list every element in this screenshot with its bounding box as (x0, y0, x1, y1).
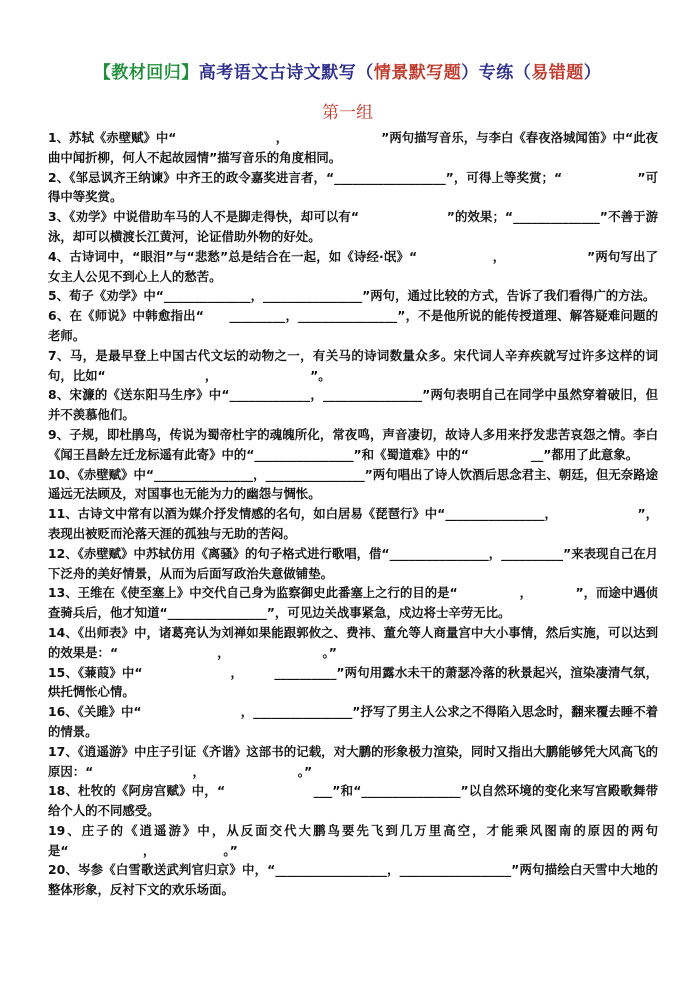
question-item: 15、《蒹葭》中“ ， __________”两句用露水未干的萧瑟冷落的秋景起兴，渲染凄清气氛，烘托惆怅心情。 (48, 664, 658, 700)
question-item: 17、《逍遥游》中庄子引证《齐谐》这部书的记载，对大鹏的形象极力渲染，同时又指出大鹏能够凭大风高飞的原因：“ ， 。” (48, 743, 658, 779)
question-item: 7、马，是最早登上中国古代文坛的动物之一，有关马的诗词数量众多。宋代词人辛弃疾就写过许多这样的词句，比如“ ， ”。 (48, 347, 658, 383)
question-item: 4、古诗词中，“眼泪”与“悲愁”总是结合在一起，如《诗经·氓》“ ， ”两句写出了女主人公见不到心上人的愁苦。 (48, 248, 658, 284)
document-title (0, 58, 695, 83)
group-heading: 第一组 (322, 103, 373, 123)
title-highlight-2: 易错题 (531, 63, 584, 83)
title-part-2: ）专练（ (461, 63, 532, 83)
title-bracket-close: 】 (181, 63, 199, 83)
question-item: 5、荀子《劝学》中“______________，________________”两句，通过比较的方式，告诉了我们看得广的方法。 (48, 288, 656, 304)
title-highlight-1: 情景默写题 (373, 63, 462, 83)
question-item: 10、《赤壁赋》中“________________，________________”两句唱出了诗人饮酒后思念君主、朝廷，但无奈路途遥远无法顾及，对国事也无能为力的幽怨与惆怅。 (48, 466, 658, 502)
question-item: 14、《出师表》中，诸葛亮认为刘禅如果能跟郭攸之、费祎、董允等人商量宫中大小事情，然后实施，可以达到的效果是：“ ， 。” (48, 624, 658, 660)
question-item: 1、苏轼《赤壁赋》中“ ， ”两句描写音乐，与李白《春夜洛城闻笛》中“此夜曲中闻折柳，何人不起故园情”描写音乐的角度相同。 (48, 130, 658, 165)
question-item: 13、王维在《使至塞上》中交代自己身为监察御史此番塞上之行的目的是“ ， ”，而途中遇侦查骑兵后，他才知道“________________”，可见边关战事紧急，戍边将士辛劳无比。 (48, 585, 658, 621)
question-item: 16、《关雎》中“ ，________________”抒写了男主人公求之不得陷入思念时，翻来覆去睡不着的情景。 (48, 704, 658, 739)
question-item: 8、宋濂的《送东阳马生序》中“_____________，________________”两句表明自己在同学中虽然穿着破旧，但并不羡慕他们。 (48, 387, 658, 423)
question-item: 19、庄子的《逍遥游》中，从反面交代大鹏鸟要先飞到几万里高空，才能乘风图南的原因的两句是“ ， 。” (48, 822, 658, 858)
title-bracket-open: 【 (93, 63, 112, 83)
question-item: 11、古诗文中常有以酒为媒介抒发情感的名句，如白居易《琵琶行》中“________________， ”，表现出被贬而沦落天涯的孤独与无助的苦闷。 (48, 506, 658, 541)
title-part-3: ） (583, 63, 602, 83)
question-item: 18、杜牧的《阿房宫赋》中，“ ___”和“________________”以自然环境的变化来写宫殿歌舞带给个人的不同感受。 (48, 783, 658, 819)
question-item: 12、《赤壁赋》中苏轼仿用《离骚》的句子格式进行歌唱，借“________________，__________”来表现自己在月下泛舟的美好情景，从而为后面写政治失意做铺垫。 (48, 545, 658, 581)
title-bracket-label: 教材回归 (111, 63, 182, 83)
question-item: 20、岑参《白雪歌送武判官归京》中，“__________________，__________________”两句描绘白天雪中大地的整体形象，反衬下文的欢乐场面。 (48, 862, 658, 898)
question-list (48, 128, 658, 900)
question-item: 3、《劝学》中说借助车马的人不是脚走得快，却可以有“ ”的效果；“______________”不善于游泳，却可以横渡长江黄河，论证借助外物的好处。 (48, 209, 658, 244)
question-item: 2、《邹忌讽齐王纳谏》中齐王的政令嘉奖进言者，“__________________”，可得上等奖赏；“ ”可得中等奖赏。 (48, 169, 658, 205)
question-item: 6、在《师说》中韩愈指出“ _________，________________”，不是他所说的能传授道理、解答疑难问题的老师。 (48, 308, 658, 343)
question-item: 9、子规，即杜鹃鸟，传说为蜀帝杜宇的魂魄所化，常夜鸣，声音凄切，故诗人多用来抒发悲苦哀怨之情。李白《闻王昌龄左迁龙标遥有此寄》中的“________________”和《蜀道难》中的“ __”都用了此意象。 (48, 426, 658, 462)
title-part-1: 高考语文古诗文默写（ (198, 63, 374, 83)
